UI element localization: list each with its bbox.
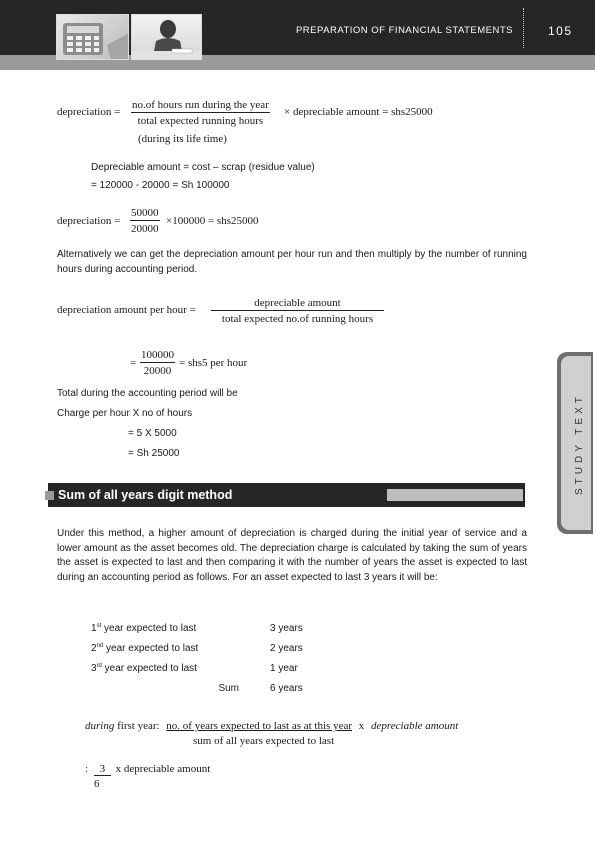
eq5-numerator: no. of years expected to last as at this year — [166, 720, 353, 732]
eq3-fraction — [211, 297, 384, 325]
table-row-sum — [91, 678, 303, 698]
woman-at-desk-photo — [131, 14, 202, 60]
section-bullet — [45, 491, 54, 500]
eq3-numerator: depreciable amount — [211, 297, 384, 311]
calc1-line1: Depreciable amount = cost – scrap (residue value) — [91, 162, 315, 173]
section-title: Sum of all years digit method — [58, 488, 233, 502]
row-value: 2 years — [270, 642, 303, 654]
eq3-lhs: depreciation amount per hour = — [57, 304, 196, 316]
row-label: 3rd year expected to last — [91, 662, 197, 674]
eq1-fraction — [131, 99, 270, 127]
eq6-numerator: 3 — [94, 763, 111, 776]
row-label: 1st year expected to last — [91, 622, 197, 634]
eq6-line: : 3 x depreciable amount — [85, 763, 211, 775]
sum-value: 6 years — [270, 682, 303, 694]
row-label: 2nd year expected to last — [91, 642, 199, 654]
paragraph-method: Under this method, a higher amount of depreciation is charged during the initial year of service and a lower amount as the asset becomes old. The depreciation charge is calculated by taking the sum of years the asset is expected to last and then comparing it with the number of years the asset is expected to last during an accounting period as follows. For an asset expected to last 3 years it will be: — [57, 528, 527, 583]
eq1-rhs: × depreciable amount = shs25000 — [284, 106, 433, 118]
eq6-denominator: 6 — [94, 778, 100, 790]
calculator-photo — [56, 14, 129, 60]
eq2-denominator: 20000 — [131, 223, 159, 235]
eq1-lhs: depreciation = — [57, 106, 121, 118]
section-accent-bar — [387, 489, 523, 501]
sum-label: Sum — [218, 682, 239, 694]
eq3-denominator: total expected no.of running hours — [221, 313, 374, 325]
eq4-fraction — [140, 349, 175, 377]
eq1-note: (during its life time) — [138, 133, 227, 145]
total-line3: = 5 X 5000 — [128, 428, 177, 439]
years-table — [91, 618, 303, 698]
row-value: 3 years — [270, 622, 303, 634]
eq5-line: during first year: no. of years expected to last as at this year x depreciable amount — [85, 720, 459, 732]
header-divider — [523, 8, 524, 48]
eq4-denominator: 20000 — [143, 365, 172, 377]
eq5-denominator: sum of all years expected to last — [193, 735, 335, 747]
table-row — [91, 658, 303, 678]
total-line2: Charge per hour X no of hours — [57, 408, 193, 419]
table-row — [91, 618, 303, 638]
eq5-amount: depreciable amount — [371, 720, 459, 732]
eq2-numerator: 50000 — [131, 207, 159, 219]
table-row — [91, 638, 303, 658]
row-value: 1 year — [270, 662, 298, 674]
total-line4: = Sh 25000 — [128, 448, 180, 459]
eq1-denominator: total expected running hours — [137, 115, 264, 127]
calc1-line2: = 120000 - 20000 = Sh 100000 — [91, 180, 230, 191]
eq2-lhs: depreciation = — [57, 215, 121, 227]
eq4-lhs: = — [130, 357, 137, 369]
paragraph-alternative: Alternatively we can get the depreciation amount per hour run and then multiply by the number of running hours during accounting period. — [57, 249, 527, 275]
side-tab-label: STUDY TEXT — [574, 393, 585, 495]
eq2-rhs: ×100000 = shs25000 — [166, 215, 259, 227]
eq2-fraction — [130, 207, 160, 235]
eq4-numerator: 100000 — [141, 349, 174, 361]
eq1-numerator: no.of hours run during the year — [132, 99, 269, 111]
eq4-rhs: = shs5 per hour — [179, 357, 248, 369]
page-number: 105 — [548, 24, 573, 38]
header-title: PREPARATION OF FINANCIAL STATEMENTS — [295, 25, 513, 36]
total-line1: Total during the accounting period will be — [57, 388, 238, 399]
